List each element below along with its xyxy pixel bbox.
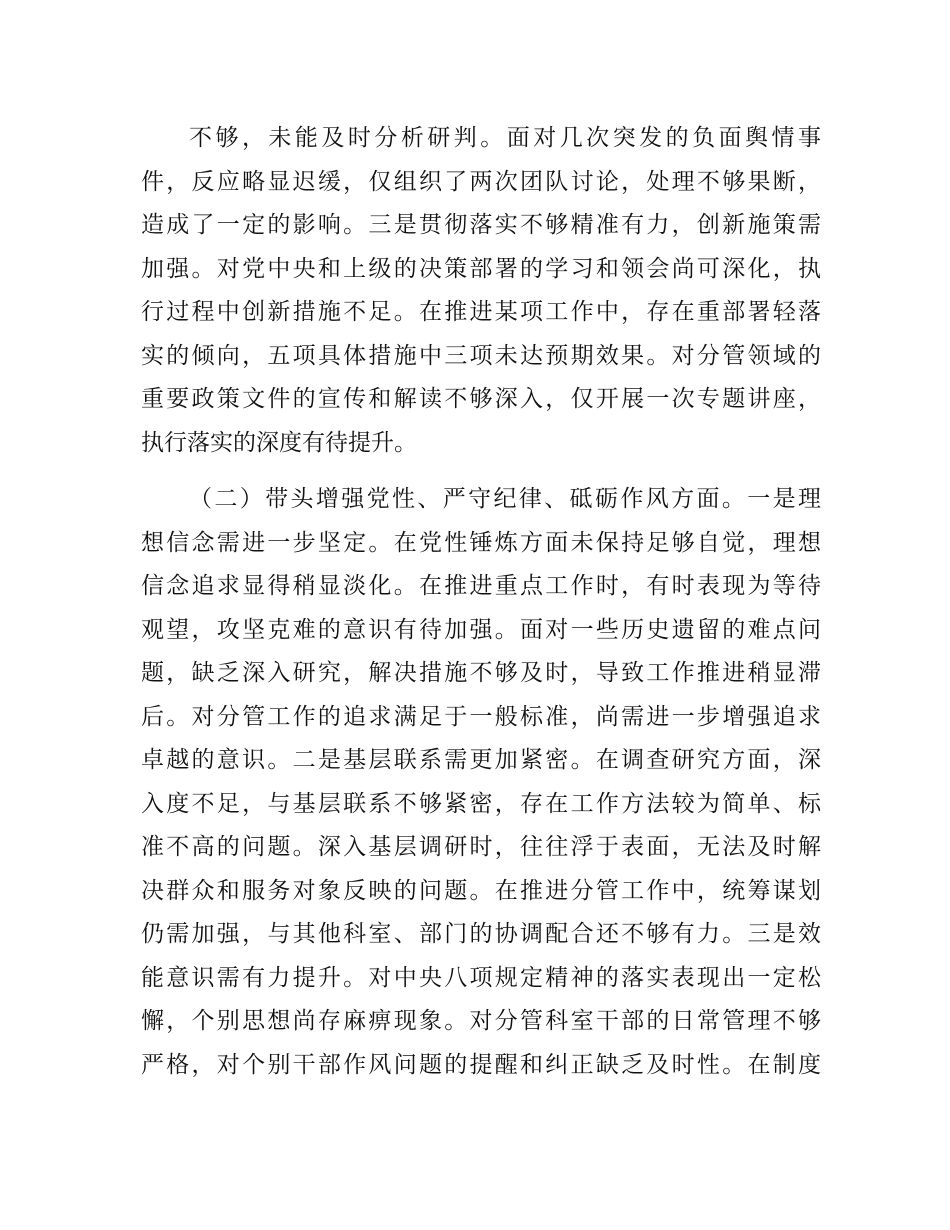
section-heading-line: （二）带头增强党性、严守纪律、砥砺作风方面。一是理 (189, 486, 821, 512)
paragraph-line: 件，反应略显迟缓，仅组织了两次团队讨论，处理不够果断， (141, 168, 821, 195)
paragraph-1 (141, 117, 821, 465)
paragraph-line: 决群众和服务对象反映的问题。在推进分管工作中，统筹谋划 (141, 877, 821, 904)
paragraph-line: 题，缺乏深入研究，解决措施不够及时，导致工作推进稍显滞 (141, 660, 821, 686)
paragraph-line: 信念追求显得稍显淡化。在推进重点工作时，有时表现为等待 (141, 573, 821, 599)
paragraph-line: 后。对分管工作的追求满足于一般标准，尚需进一步增强追求 (141, 703, 821, 730)
paragraph-line: 造成了一定的影响。三是贯彻落实不够精准有力，创新施策需 (141, 212, 821, 238)
paragraph-line: 严格，对个别干部作风问题的提醒和纠正缺乏及时性。在制度 (141, 1051, 821, 1078)
paragraph-line: 想信念需进一步坚定。在党性锤炼方面未保持足够自觉，理想 (141, 529, 821, 556)
paragraph-2 (141, 478, 821, 1087)
paragraph-line: 准不高的问题。深入基层调研时，往往浮于表面，无法及时解 (141, 834, 821, 860)
paragraph-line: 执行落实的深度有待提升。 (141, 429, 417, 456)
paragraph-line: 实的倾向，五项具体措施中三项未达预期效果。对分管领域的 (141, 342, 821, 369)
paragraph-line: 重要政策文件的宣传和解读不够深入，仅开展一次专题讲座， (141, 386, 821, 412)
paragraph-line: 加强。对党中央和上级的决策部署的学习和领会尚可深化，执 (141, 255, 821, 282)
paragraph-line: 卓越的意识。二是基层联系需更加紧密。在调查研究方面，深 (141, 747, 821, 773)
paragraph-line: 入度不足，与基层联系不够紧密，存在工作方法较为简单、标 (141, 790, 821, 817)
paragraph-line: 观望，攻坚克难的意识有待加强。面对一些历史遗留的难点问 (141, 616, 821, 643)
paragraph-line: 懈，个别思想尚存麻痹现象。对分管科室干部的日常管理不够 (141, 1008, 821, 1034)
paragraph-line: 不够，未能及时分析研判。面对几次突发的负面舆情事 (189, 125, 821, 151)
paragraph-line: 行过程中创新措施不足。在推进某项工作中，存在重部署轻落 (141, 299, 821, 325)
paragraph-line: 仍需加强，与其他科室、部门的协调配合还不够有力。三是效 (141, 921, 821, 947)
paragraph-line: 能意识需有力提升。对中央八项规定精神的落实表现出一定松 (141, 964, 821, 991)
